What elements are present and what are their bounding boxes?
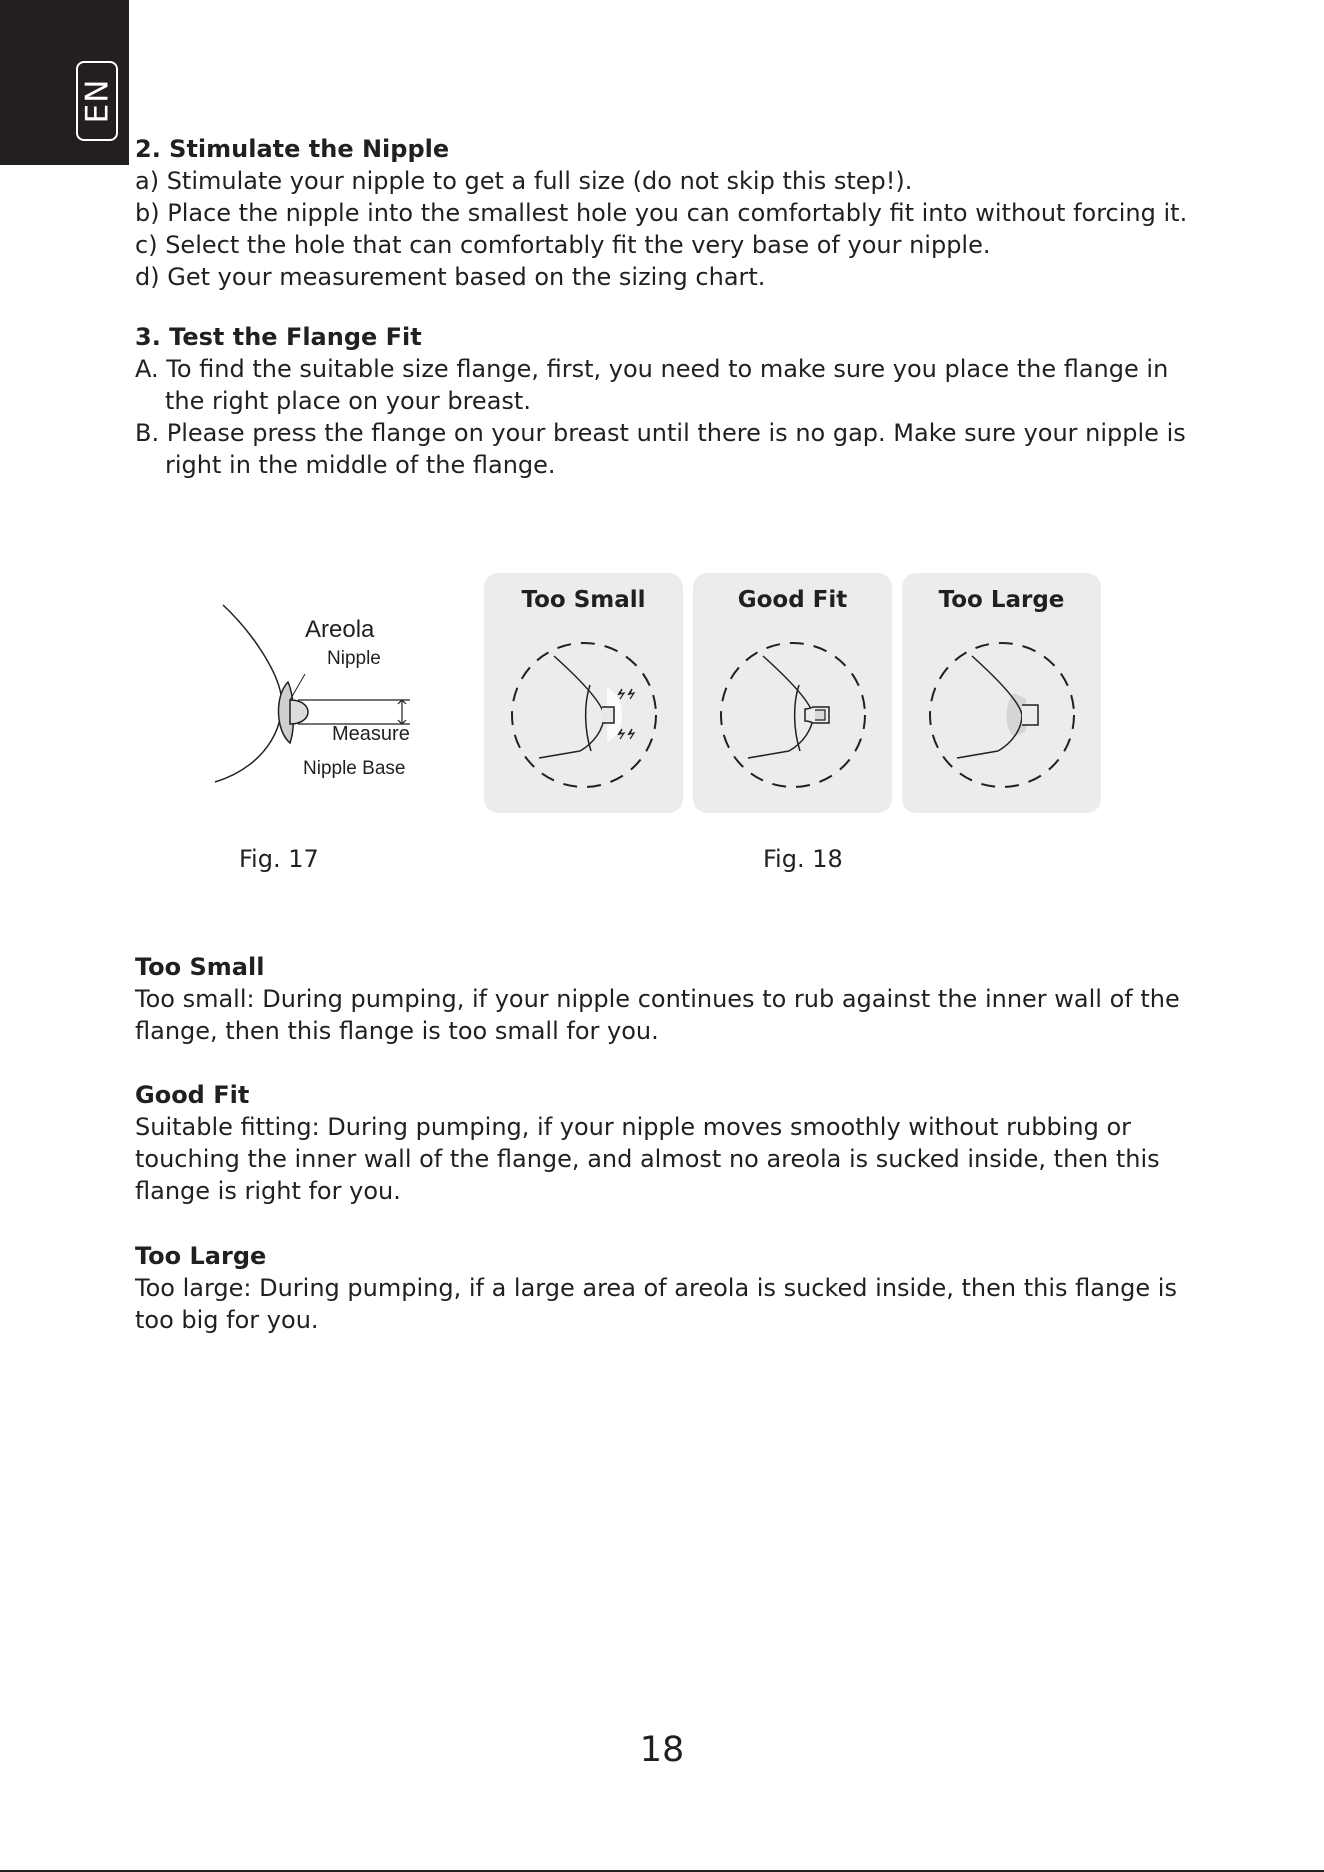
too-large-text-line: Too large: During pumping, if a large area of areola is sucked inside, then this flange is	[135, 1274, 1177, 1302]
good-fit-text-line: flange is right for you.	[135, 1177, 401, 1205]
language-badge	[76, 61, 118, 141]
good-fit-text-line: Suitable fitting: During pumping, if your nipple moves smoothly without rubbing or	[135, 1113, 1131, 1141]
too-large-text-line: too big for you.	[135, 1306, 319, 1334]
too-small-heading: Too Small	[135, 953, 265, 981]
too-large-heading: Too Large	[135, 1242, 267, 1270]
nipple-base-label: Nipple Base	[303, 758, 406, 779]
section-3-step-a: A. To find the suitable size flange, first, you need to make sure you place the flange in	[135, 355, 1169, 383]
nipple-shape	[290, 700, 308, 724]
section-2-heading: 2. Stimulate the Nipple	[135, 135, 450, 163]
areola-label: Areola	[305, 616, 375, 643]
section-2-step-b: b) Place the nipple into the smallest hole you can comfortably fit into without forcing it.	[135, 199, 1188, 227]
section-2-step-d: d) Get your measurement based on the sizing chart.	[135, 263, 766, 291]
section-3-step-b: B. Please press the flange on your breast until there is no gap. Make sure your nipple is	[135, 419, 1186, 447]
fit-panel-title: Too Small	[521, 587, 646, 613]
language-tab	[0, 0, 129, 165]
good-fit-heading: Good Fit	[135, 1081, 250, 1109]
section-3-step-b-cont: right in the middle of the flange.	[165, 451, 556, 479]
section-3-step-a-cont: the right place on your breast.	[165, 387, 531, 415]
breast-measure-diagram	[210, 600, 430, 795]
fit-panel-too-small	[484, 573, 683, 813]
fit-panel-good-fit	[693, 573, 892, 813]
too-small-text-line: flange, then this flange is too small for you.	[135, 1017, 659, 1045]
flange-too-large-icon	[922, 633, 1082, 793]
fig-17-caption: Fig. 17	[239, 845, 319, 873]
language-label: EN	[79, 78, 115, 124]
flange-too-small-icon	[504, 633, 664, 793]
fig-18-caption: Fig. 18	[763, 845, 843, 873]
fit-panel-too-large	[902, 573, 1101, 813]
fit-panel-title: Good Fit	[737, 587, 848, 613]
page-number: 18	[639, 1730, 685, 1770]
nipple-pointer	[290, 674, 305, 700]
measure-label: Measure	[332, 723, 410, 745]
too-small-text-line: Too small: During pumping, if your nipple continues to rub against the inner wall of the	[135, 985, 1180, 1013]
flange-good-fit-icon	[713, 633, 873, 793]
section-2-step-c: c) Select the hole that can comfortably fit the very base of your nipple.	[135, 231, 991, 259]
section-3-heading: 3. Test the Flange Fit	[135, 323, 422, 351]
breast-outline	[215, 605, 282, 782]
good-fit-text-line: touching the inner wall of the flange, and almost no areola is sucked inside, then this	[135, 1145, 1160, 1173]
section-2-step-a: a) Stimulate your nipple to get a full size (do not skip this step!).	[135, 167, 913, 195]
nipple-label: Nipple	[327, 648, 381, 669]
fit-panel-title: Too Large	[938, 587, 1065, 613]
